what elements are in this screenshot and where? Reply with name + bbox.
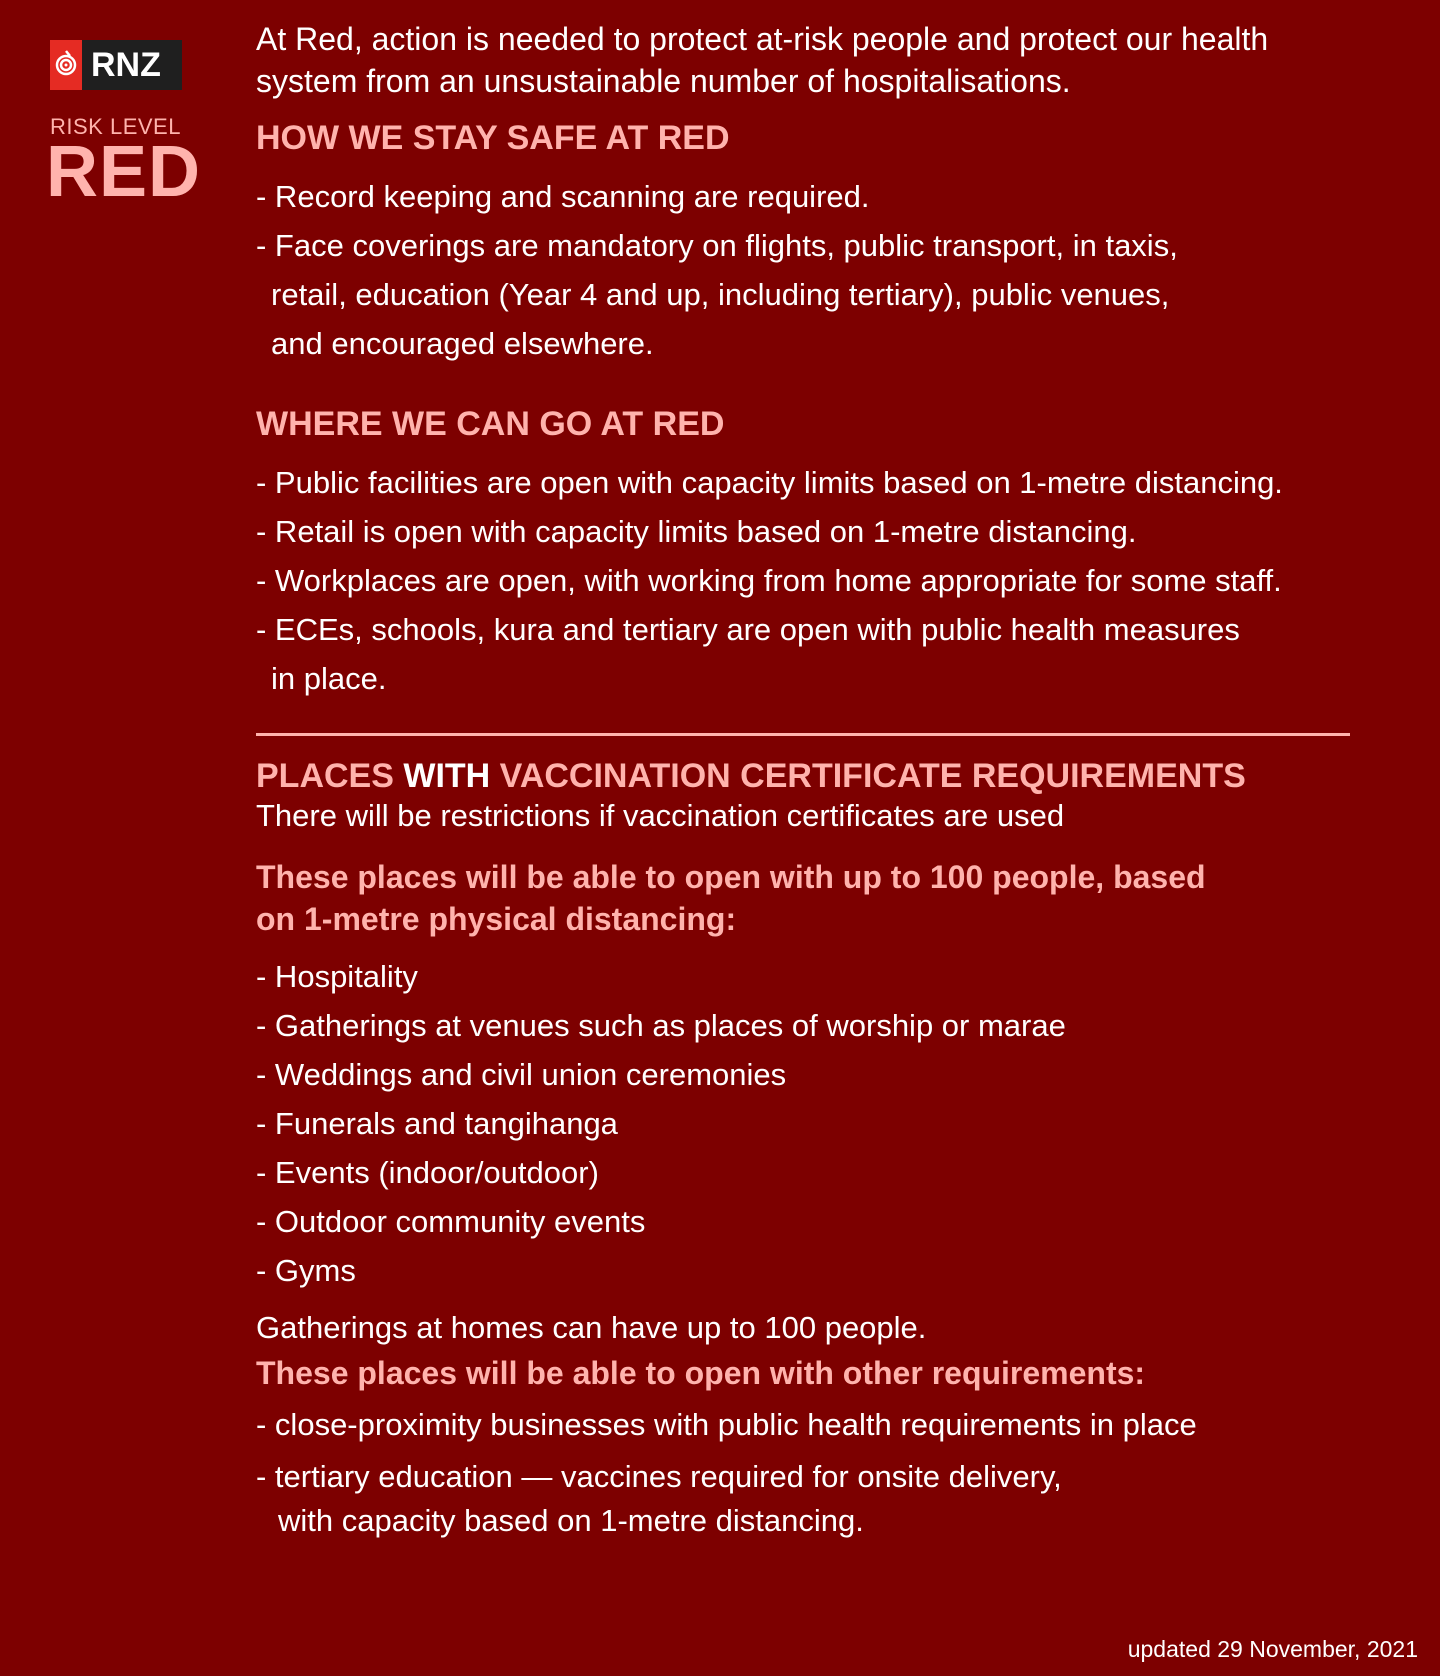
rnz-logo <box>50 40 182 90</box>
list-item: - ECEs, schools, kura and tertiary are open with public health measures <box>256 612 1240 647</box>
list-item: with capacity based on 1-metre distancing. <box>278 1503 864 1538</box>
list-item: - Record keeping and scanning are required. <box>256 179 870 214</box>
list-item: retail, education (Year 4 and up, including tertiary), public venues, <box>271 277 1170 312</box>
list-item: and encouraged elsewhere. <box>271 326 654 361</box>
list-item: - Retail is open with capacity limits based on 1-metre distancing. <box>256 514 1137 549</box>
risk-level-value: RED <box>46 132 202 212</box>
intro-line-1: At Red, action is needed to protect at-risk people and protect our health <box>256 21 1269 57</box>
stay-safe-heading: HOW WE STAY SAFE AT RED <box>256 119 730 157</box>
list-item: - Events (indoor/outdoor) <box>256 1155 599 1190</box>
intro-line-2: system from an unsustainable number of hospitalisations. <box>256 63 1071 99</box>
group2-title: These places will be able to open with other requirements: <box>256 1355 1146 1391</box>
main-content <box>256 18 1376 1543</box>
vaccination-heading-part3: VACCINATION CERTIFICATE REQUIREMENTS <box>490 757 1246 795</box>
list-item: in place. <box>271 661 387 696</box>
list-item: - Face coverings are mandatory on flights, public transport, in taxis, <box>256 228 1178 263</box>
homes-note: Gatherings at homes can have up to 100 people. <box>256 1310 927 1345</box>
list-item: - Gatherings at venues such as places of worship or marae <box>256 1008 1066 1043</box>
vaccination-subheading: There will be restrictions if vaccination certificates are used <box>256 798 1065 833</box>
list-item: - tertiary education — vaccines required for onsite delivery, <box>256 1459 1062 1494</box>
group1-title-line-1: These places will be able to open with up to 100 people, based <box>256 859 1206 895</box>
list-item: - Gyms <box>256 1253 356 1288</box>
vaccination-heading-with: WITH <box>403 757 491 795</box>
vaccination-heading <box>256 756 1376 796</box>
rnz-swirl-icon <box>50 40 82 90</box>
list-item: - close-proximity businesses with public health requirements in place <box>256 1407 1197 1442</box>
list-item: - Funerals and tangihanga <box>256 1106 618 1141</box>
logo-text: RNZ <box>91 45 161 84</box>
risk-level-label: RISK LEVEL <box>50 114 181 139</box>
can-go-heading: WHERE WE CAN GO AT RED <box>256 405 725 443</box>
list-item: - Weddings and civil union ceremonies <box>256 1057 787 1092</box>
updated-date: updated 29 November, 2021 <box>1127 1636 1418 1662</box>
list-item: - Hospitality <box>256 959 418 994</box>
vaccination-heading-part1: PLACES <box>256 757 404 795</box>
list-item: - Workplaces are open, with working from home appropriate for some staff. <box>256 563 1282 598</box>
list-item: - Outdoor community events <box>256 1204 646 1239</box>
list-item: - Public facilities are open with capacity limits based on 1-metre distancing. <box>256 465 1283 500</box>
group1-title-line-2: on 1-metre physical distancing: <box>256 901 737 937</box>
